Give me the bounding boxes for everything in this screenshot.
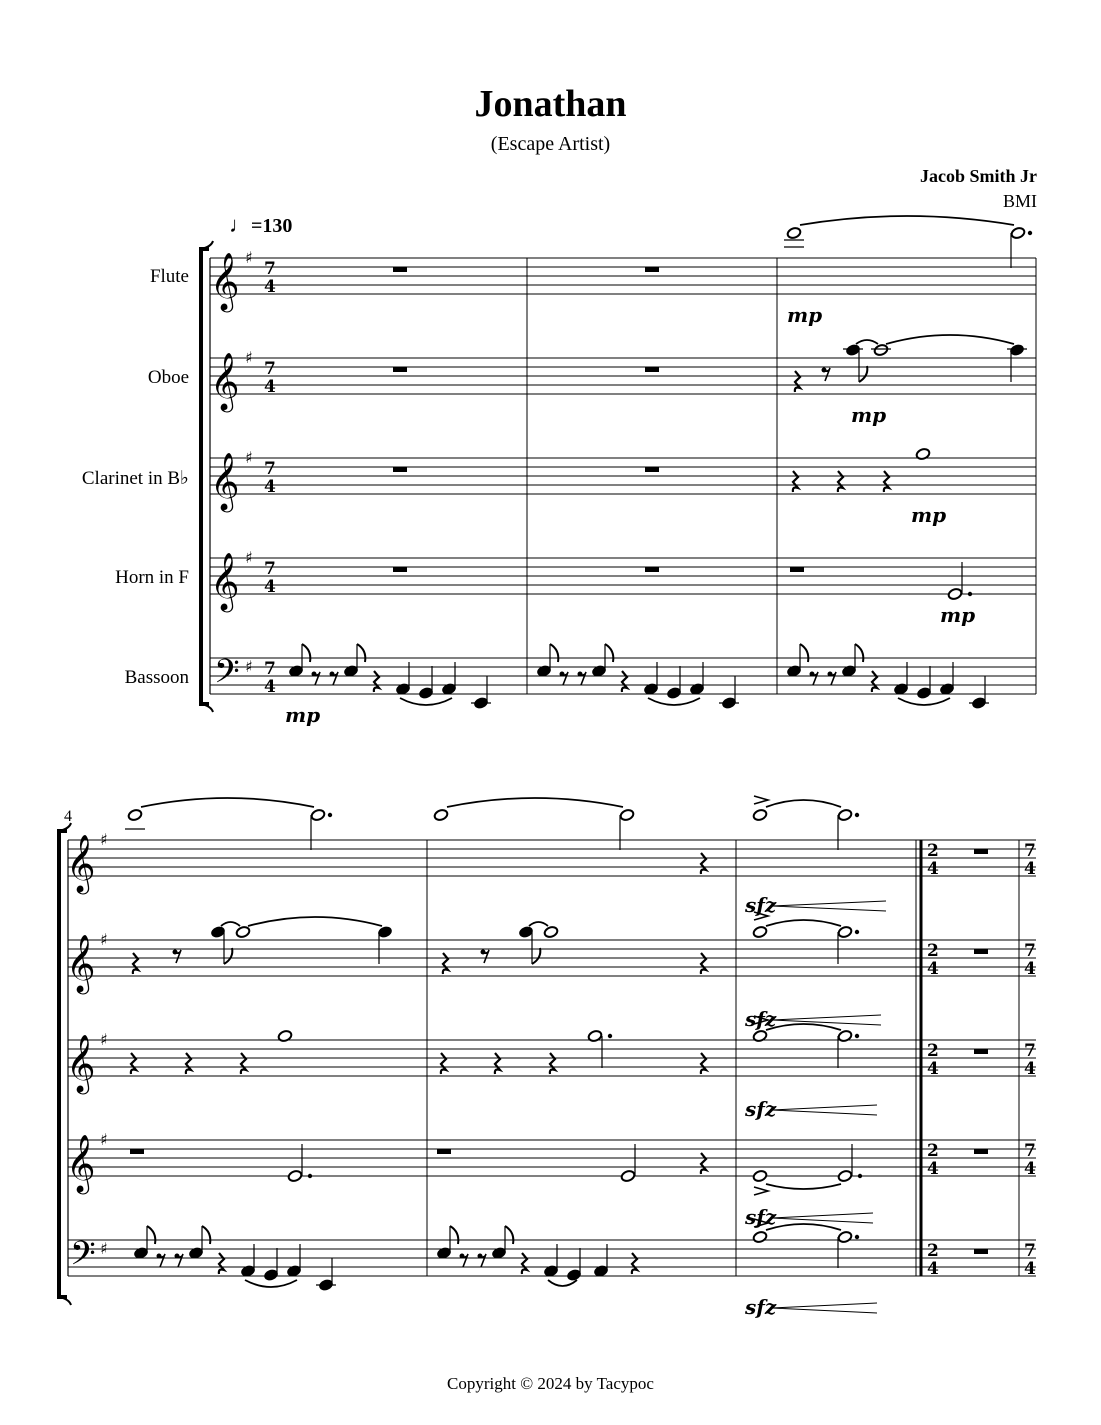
quarter-rest [131, 1053, 136, 1074]
tie [529, 922, 548, 926]
dynamic-sfz: sfz [745, 1205, 777, 1229]
notehead [566, 1268, 581, 1281]
quarter-rest [632, 1253, 637, 1274]
notehead [235, 925, 250, 938]
quarter-rest [884, 471, 889, 492]
instrument-label-bassoon: Bassoon [124, 667, 189, 688]
whole-rest [790, 567, 804, 572]
notehead [837, 1230, 852, 1243]
instrument-label-clarinet: Clarinet in B♭ [81, 468, 189, 489]
dynamic-sfz: sfz [745, 1007, 777, 1031]
time-signature-bottom: 4 [1024, 1259, 1036, 1279]
tie [898, 698, 950, 705]
tie [648, 698, 700, 705]
time-signature-top: 7 [264, 559, 276, 579]
whole-rest [645, 367, 659, 372]
augmentation-dot [328, 813, 332, 817]
whole-rest [393, 467, 407, 472]
whole-rest [393, 367, 407, 372]
copyright-notice: Copyright © 2024 by Tacypoc [447, 1374, 654, 1393]
flag [450, 1226, 458, 1244]
time-signature-top: 2 [927, 1241, 939, 1261]
time-signature-top: 2 [927, 941, 939, 961]
tie [766, 1184, 841, 1189]
time-signature-top: 7 [1024, 941, 1036, 961]
treble-clef-icon: 𝄞 [210, 252, 240, 310]
augmentation-dot [968, 592, 972, 596]
tempo-value: =130 [251, 215, 293, 237]
tie [886, 335, 1014, 344]
tie [856, 340, 878, 344]
quarter-rest [795, 371, 800, 392]
notehead [287, 1169, 302, 1182]
treble-clef-icon: 𝄞 [66, 834, 96, 892]
sharp-key-signature: ♯ [245, 548, 253, 567]
tie [766, 800, 841, 807]
accent-mark [754, 796, 768, 804]
crescendo-hairpin [772, 901, 886, 911]
notehead [837, 1029, 852, 1042]
time-signature-top: 2 [927, 1041, 939, 1061]
tie [766, 920, 841, 926]
quarter-rest [701, 1153, 706, 1174]
notehead [1010, 226, 1025, 239]
quarter-rest [701, 1053, 706, 1074]
sharp-key-signature: ♯ [100, 930, 108, 949]
time-signature-bottom: 4 [927, 959, 939, 979]
quarter-note-icon: ♩ [229, 212, 251, 237]
sharp-key-signature: ♯ [100, 1030, 108, 1049]
time-signature-top: 7 [1024, 841, 1036, 861]
flag [800, 644, 808, 662]
tie [447, 798, 623, 807]
whole-rest [645, 567, 659, 572]
bracket-hook [59, 823, 71, 831]
whole-rest [130, 1149, 144, 1154]
crescendo-hairpin [772, 1105, 877, 1115]
notehead [1009, 343, 1024, 356]
flag [505, 1226, 513, 1244]
tie [548, 1280, 577, 1286]
score-title: Jonathan [474, 83, 627, 125]
augmentation-dot [855, 1235, 859, 1239]
sharp-key-signature: ♯ [245, 248, 253, 267]
notehead [277, 1029, 292, 1042]
treble-clef-icon: 𝄞 [66, 1034, 96, 1092]
augmentation-dot [855, 930, 859, 934]
dynamic-mp: mp [911, 503, 947, 527]
score-subtitle: (Escape Artist) [490, 133, 611, 155]
notehead [752, 1169, 767, 1182]
quarter-rest [443, 953, 448, 974]
time-signature-bottom: 4 [264, 577, 276, 597]
treble-clef-icon: 𝄞 [210, 452, 240, 510]
whole-rest [437, 1149, 451, 1154]
time-signature-bottom: 4 [1024, 1159, 1036, 1179]
time-signature-top: 7 [1024, 1241, 1036, 1261]
flag [550, 644, 558, 662]
quarter-rest [701, 853, 706, 874]
sharp-key-signature: ♯ [245, 657, 253, 676]
notehead [310, 808, 325, 821]
time-signature-top: 2 [927, 1141, 939, 1161]
whole-rest [974, 1149, 988, 1154]
crescendo-hairpin [772, 1303, 877, 1313]
tie [400, 698, 452, 705]
flag [147, 1226, 155, 1244]
time-signature-top: 7 [1024, 1041, 1036, 1061]
tie [766, 1024, 841, 1030]
whole-rest [974, 849, 988, 854]
flag [224, 948, 232, 964]
notehead [845, 343, 860, 356]
quarter-rest [219, 1253, 224, 1274]
bass-clef-icon: 𝄢 [214, 653, 240, 699]
time-signature-top: 7 [264, 359, 276, 379]
notehead [786, 226, 801, 239]
quarter-rest [872, 671, 877, 692]
notehead [837, 808, 852, 821]
notehead [619, 808, 634, 821]
notehead [873, 343, 888, 356]
notehead [210, 925, 225, 938]
augmentation-dot [858, 1174, 862, 1178]
quarter-rest [441, 1053, 446, 1074]
notehead [752, 925, 767, 938]
tie [800, 216, 1014, 225]
time-signature-bottom: 4 [264, 677, 276, 697]
bracket-hook [201, 241, 213, 249]
augmentation-dot [1028, 231, 1032, 235]
quarter-rest [495, 1053, 500, 1074]
performing-rights-org: BMI [1002, 191, 1037, 211]
tie [245, 1280, 297, 1287]
time-signature-bottom: 4 [927, 1059, 939, 1079]
whole-rest [974, 1049, 988, 1054]
dynamic-sfz: sfz [745, 1097, 777, 1121]
sharp-key-signature: ♯ [100, 1130, 108, 1149]
flag [605, 644, 613, 662]
notehead [752, 1029, 767, 1042]
time-signature-top: 7 [264, 659, 276, 679]
time-signature-bottom: 4 [264, 377, 276, 397]
notehead [752, 808, 767, 821]
tie [221, 922, 240, 926]
augmentation-dot [855, 813, 859, 817]
time-signature-top: 7 [264, 459, 276, 479]
notehead [543, 925, 558, 938]
whole-rest [393, 267, 407, 272]
notehead [837, 925, 852, 938]
quarter-rest [186, 1053, 191, 1074]
treble-clef-icon: 𝄞 [66, 1134, 96, 1192]
whole-rest [974, 949, 988, 954]
treble-clef-icon: 𝄞 [66, 934, 96, 992]
dynamic-mp: mp [940, 603, 976, 627]
flag [859, 366, 867, 382]
instrument-label-horn: Horn in F [115, 567, 189, 588]
tie [766, 1224, 841, 1230]
quarter-rest [838, 471, 843, 492]
time-signature-bottom: 4 [264, 277, 276, 297]
notehead [752, 1230, 767, 1243]
notehead [263, 1268, 278, 1281]
augmentation-dot [855, 1034, 859, 1038]
bracket-hook [201, 704, 213, 712]
treble-clef-icon: 𝄞 [210, 352, 240, 410]
notehead [947, 587, 962, 600]
time-signature-bottom: 4 [1024, 1059, 1036, 1079]
augmentation-dot [608, 1034, 612, 1038]
notehead [666, 686, 681, 699]
whole-rest [645, 267, 659, 272]
quarter-rest [133, 953, 138, 974]
notehead [837, 1169, 852, 1182]
notehead [377, 925, 392, 938]
time-signature-top: 2 [927, 841, 939, 861]
time-signature-bottom: 4 [264, 477, 276, 497]
quarter-rest [622, 671, 627, 692]
augmentation-dot [308, 1174, 312, 1178]
quarter-rest [522, 1253, 527, 1274]
sharp-key-signature: ♯ [100, 830, 108, 849]
quarter-rest [793, 471, 798, 492]
bracket-hook [59, 1297, 71, 1305]
whole-rest [645, 467, 659, 472]
notehead [916, 686, 931, 699]
crescendo-hairpin [772, 1213, 873, 1223]
instrument-label-oboe: Oboe [147, 367, 189, 388]
whole-rest [393, 567, 407, 572]
system-bracket [201, 249, 209, 704]
time-signature-bottom: 4 [927, 859, 939, 879]
flag [302, 644, 310, 662]
time-signature-bottom: 4 [927, 1259, 939, 1279]
dynamic-sfz: sfz [745, 1295, 777, 1319]
time-signature-top: 7 [1024, 1141, 1036, 1161]
time-signature-bottom: 4 [1024, 859, 1036, 879]
quarter-rest [701, 953, 706, 974]
notehead [127, 808, 142, 821]
dynamic-sfz: sfz [745, 893, 777, 917]
flag [357, 644, 365, 662]
dynamic-mp: mp [787, 303, 823, 327]
notehead [433, 808, 448, 821]
time-signature-top: 7 [264, 259, 276, 279]
crescendo-hairpin [772, 1015, 881, 1025]
flag [855, 644, 863, 662]
notehead [587, 1029, 602, 1042]
time-signature-bottom: 4 [927, 1159, 939, 1179]
notehead [620, 1169, 635, 1182]
time-signature-bottom: 4 [1024, 959, 1036, 979]
dynamic-mp: mp [285, 703, 321, 727]
tie [141, 798, 314, 807]
notehead [518, 925, 533, 938]
dynamic-mp: mp [851, 403, 887, 427]
sharp-key-signature: ♯ [245, 348, 253, 367]
quarter-rest [241, 1053, 246, 1074]
measure-number: 4 [64, 808, 72, 825]
quarter-rest [374, 671, 379, 692]
notehead [915, 447, 930, 460]
whole-rest [974, 1249, 988, 1254]
treble-clef-icon: 𝄞 [210, 552, 240, 610]
tie [248, 917, 382, 926]
accent-mark [754, 1187, 768, 1195]
bass-clef-icon: 𝄢 [70, 1235, 96, 1281]
quarter-rest [550, 1053, 555, 1074]
sharp-key-signature: ♯ [245, 448, 253, 467]
composer-name: Jacob Smith Jr [920, 166, 1037, 186]
notehead [418, 686, 433, 699]
sharp-key-signature: ♯ [100, 1239, 108, 1258]
flag [532, 948, 540, 964]
flag [202, 1226, 210, 1244]
instrument-label-flute: Flute [149, 266, 189, 287]
